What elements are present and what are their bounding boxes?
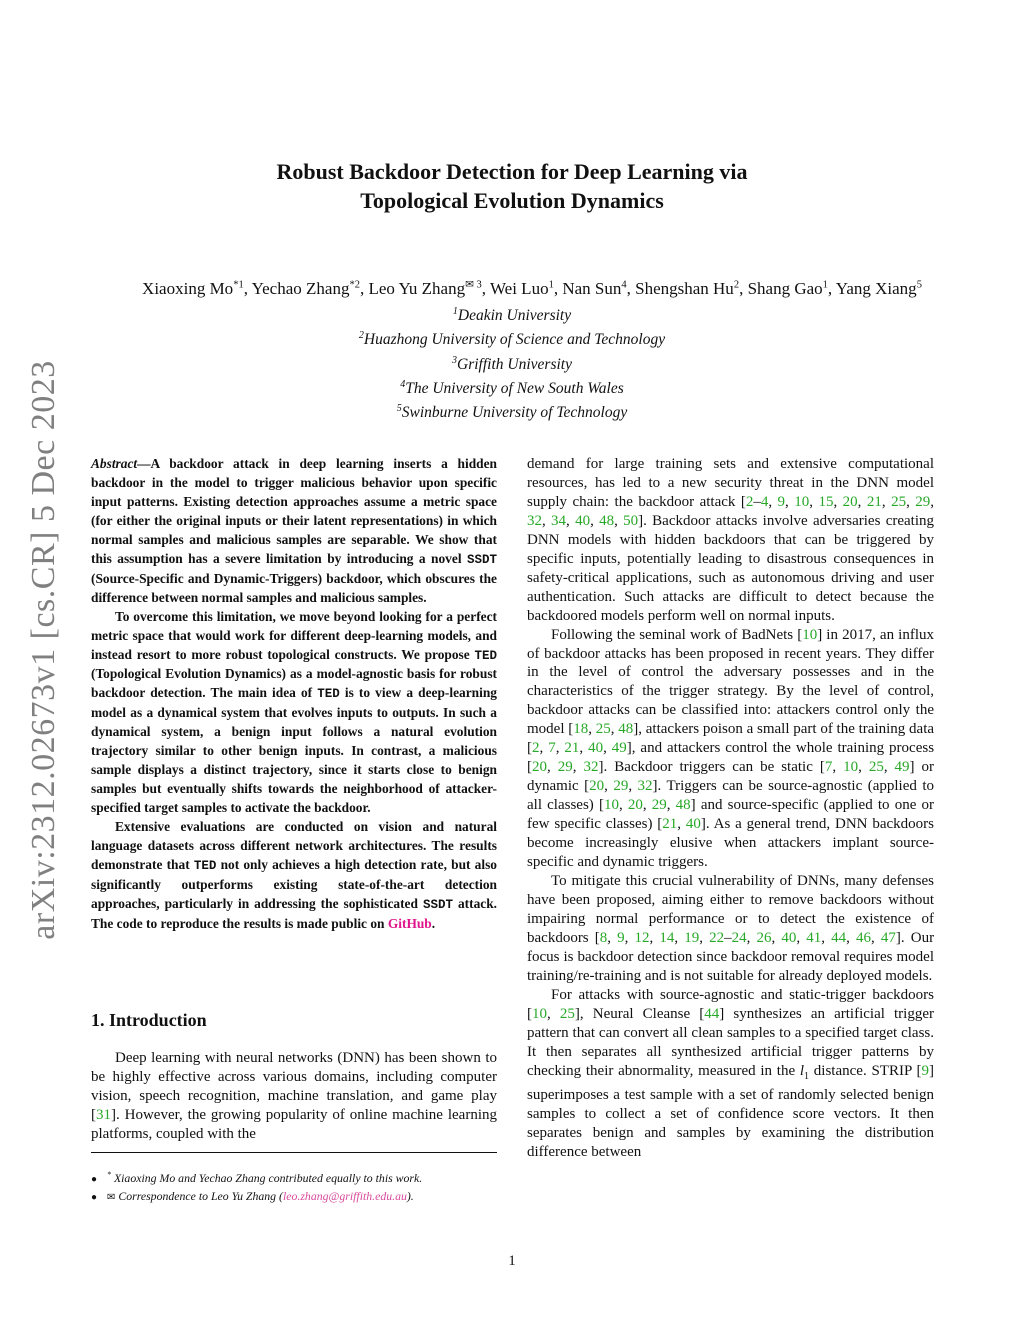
citation-link[interactable]: 48 — [618, 721, 634, 738]
citation-link[interactable]: 29 — [651, 797, 667, 814]
citation-link[interactable]: 2 — [532, 740, 540, 757]
citation-link[interactable]: 12 — [634, 929, 650, 946]
footnote-text: ). — [406, 1188, 414, 1203]
paper-title — [160, 157, 864, 215]
abstract-text: is to view a deep-learning model as a dynamical system that evolves inputs to outputs. In such a dynamical system, a benign input follows a natural evolution trajectory similar to other benign inputs. In contrast, a malicious sample displays a distinct trajectory, since it starts close to benign samples but eventually shifts towards the neighborhood of attacker-specified target samples to activate the backdoor. — [91, 685, 497, 816]
citation-link[interactable]: 10 — [794, 493, 810, 510]
citation-link[interactable]: 49 — [611, 740, 627, 757]
right-paragraph-2: Following the seminal work of BadNets [10] in 2017, an influx of backdoor attacks has been proposed in recent years. They differ in the level of control the adversary possesses and in the characteristics of the trigger strategy. By the level of control, backdoor attacks can be classified into: attackers control only the model [18, 25, 48], attackers poison a small part of the training data [2, 7, 21, 40, 49], and attackers control the whole training process [20, 29, 32]. Backdoor triggers can be static [7, 10, 25, 49] or dynamic [20, 29, 32]. Triggers can be source-agnostic (applied to all classes) [10, 20, 29, 48] and source-specific (applied to one or few specific classes) [21, 40]. As a general trend, DNN backdoors become increasingly elusive when attackers implant source-specific and dynamic triggers. — [527, 626, 935, 871]
ssdt-term: SSDT — [422, 897, 453, 912]
citation-link[interactable]: 24 — [731, 929, 747, 946]
citation-link[interactable]: 48 — [599, 512, 615, 529]
abstract-text: not only achieves a high detection rate, but also significantly outperforms existing state-of-the-art detection approaches, particularly in addressing the sophisticated — [91, 857, 497, 911]
abstract-paragraph-2 — [91, 608, 497, 818]
citation-link[interactable]: 21 — [662, 816, 678, 833]
citation-link[interactable]: 9 — [777, 493, 786, 510]
intro-text: Deep learning with neural networks (DNN) has been shown to be highly effective across various domains, including computer vision, speech recognition, machine translation, and game play [ — [91, 1050, 497, 1123]
arxiv-stamp-text: arXiv:2312.02673v1 [cs.CR] 5 Dec 2023 — [25, 360, 62, 940]
footnote-text: Correspondence to Leo Yu Zhang ( — [118, 1188, 283, 1203]
ted-term: TED — [317, 687, 340, 702]
affiliation-name: Deakin University — [457, 307, 572, 325]
author-affiliation-mark: *1 — [233, 279, 244, 290]
citation-link[interactable]: 44 — [704, 1005, 720, 1022]
right-paragraph-4: For attacks with source-agnostic and static-trigger backdoors [10, 25], Neural Cleanse [44] synthesizes an artificial trigger pattern that can convert all clean samples to a specified target class. It then separates all synthesized artificial trigger patterns by checking their abnormality, measured in the $l_1$ distance. STRIP [9] superimposes a test sample with a set of randomly selected benign samples to collect a set of confidence score vectors. It then separates benign and samples by examining the distribution difference between — [527, 986, 934, 1161]
citation-link[interactable]: 9 — [921, 1062, 929, 1079]
citation-link[interactable]: 29 — [557, 759, 573, 776]
author-affiliation-mark: 4 — [621, 279, 627, 290]
citation-link[interactable]: 9 — [617, 929, 625, 946]
citation-link[interactable]: 15 — [818, 493, 834, 510]
affiliation — [160, 351, 864, 375]
footnote-text: Xiaoxing Mo and Yechao Zhang contributed equally to this work. — [113, 1170, 423, 1185]
math-l1: $l_1$ — [799, 1062, 810, 1082]
citation-link[interactable]: 41 — [806, 929, 822, 946]
affiliation-name: Griffith University — [457, 355, 572, 373]
affiliation — [160, 375, 864, 399]
citation-link[interactable]: 20 — [589, 778, 605, 795]
affiliation-name: Swinburne University of Technology — [401, 404, 628, 422]
abstract-label: Abstract — [91, 456, 138, 471]
citation-link[interactable]: 10 — [802, 626, 818, 643]
title-line-2: Topological Evolution Dynamics — [360, 188, 664, 213]
affiliation-name: The University of New South Wales — [405, 380, 624, 398]
abstract-text: To overcome this limitation, we move beyond looking for a perfect metric space that would work for different deep-learning models, and instead resort to more robust topological constructs. We propose — [91, 608, 497, 662]
affiliation-number: 2 — [358, 330, 364, 342]
intro-paragraph — [91, 1049, 497, 1144]
author-name: Shengshan Hu — [635, 278, 734, 298]
abstract-paragraph-3 — [91, 818, 497, 934]
citation-link[interactable]: 50 — [623, 512, 639, 529]
citation-link[interactable]: 31 — [96, 1107, 111, 1123]
citation-link[interactable]: 10 — [603, 797, 619, 814]
citation-link[interactable]: 7 — [548, 740, 556, 757]
citation-link[interactable]: 47 — [880, 929, 896, 946]
citation-link[interactable]: 20 — [627, 797, 643, 814]
citation-link[interactable]: 22 — [709, 929, 725, 946]
github-link[interactable]: GitHub — [387, 915, 432, 931]
abstract — [91, 455, 497, 934]
author-affiliation-mark: 1 — [822, 279, 828, 290]
citation-link[interactable]: 32 — [583, 759, 599, 776]
title-line-1: Robust Backdoor Detection for Deep Learning via — [276, 159, 748, 184]
citation-link[interactable]: 20 — [532, 759, 547, 776]
citation-link[interactable]: 18 — [573, 721, 589, 738]
affiliation-list — [160, 302, 864, 424]
footnotes — [91, 1166, 501, 1206]
intro-text: ]. However, the growing popularity of online machine learning platforms, coupled with the — [91, 1107, 497, 1142]
abstract-text: (Topological Evolution Dynamics) as a model-agnostic basis for robust backdoor detection. The main idea of — [91, 666, 497, 701]
abstract-text: (Source-Specific and Dynamic-Triggers) backdoor, which obscures the difference between normal samples and malicious samples. — [91, 570, 497, 605]
right-paragraph-1: demand for large training sets and extensive computational resources, has led to a new security threat in the DNN model supply chain: the backdoor attack [2–4, 9, 10, 15, 20, 21, 25, 29, 32, 34, 40, 48, 50]. Backdoor attacks involve adversaries creating DNN models with hidden backdoors that can be triggered by specific inputs, potentially leading to disastrous consequences in safety-critical applications, such as autonomous driving and user authentication. Such attacks are difficult to detect because the backdoored models perform well on normal inputs. — [527, 456, 935, 624]
author-affiliation-mark: 5 — [916, 279, 922, 290]
intro-left-column — [91, 1049, 497, 1144]
bullet-icon: ● — [91, 1191, 98, 1203]
citation-link[interactable]: 8 — [599, 929, 608, 946]
citation-link[interactable]: 10 — [843, 759, 859, 776]
footnote-1 — [91, 1166, 501, 1188]
citation-link[interactable]: 20 — [842, 493, 858, 510]
citation-link[interactable]: 25 — [868, 759, 884, 776]
citation-link[interactable]: 7 — [824, 759, 833, 776]
citation-link[interactable]: 25 — [891, 493, 907, 510]
citation-link[interactable]: 4 — [760, 493, 769, 510]
citation-link[interactable]: 25 — [595, 721, 611, 738]
citation-link[interactable]: 34 — [551, 512, 567, 529]
author-name: Leo Yu Zhang — [368, 278, 466, 298]
affiliation-number: 4 — [400, 379, 406, 391]
footnote-mark: * — [107, 1170, 111, 1179]
author-name: Xiaoxing Mo — [142, 278, 234, 298]
page-number: 1 — [508, 1253, 516, 1269]
citation-link[interactable]: 10 — [532, 1005, 547, 1022]
citation-link[interactable]: 40 — [588, 740, 604, 757]
author-name: Nan Sun — [562, 278, 622, 298]
email-link[interactable]: leo.zhang@griffith.edu.au — [282, 1188, 407, 1203]
citation-link[interactable]: 48 — [675, 797, 691, 814]
author-name: Shang Gao — [747, 278, 823, 298]
affiliation-number: 1 — [452, 306, 458, 317]
abstract-text: Extensive evaluations are conducted on vision and natural language datasets across different network architectures. The results demonstrate that — [91, 819, 497, 873]
citation-link[interactable]: 40 — [685, 816, 701, 833]
citation-link[interactable]: 26 — [756, 929, 772, 946]
author-affiliation-mark: ✉ 3 — [465, 279, 482, 290]
bullet-icon: ● — [91, 1173, 98, 1185]
citation-link[interactable]: 32 — [637, 778, 653, 795]
author-affiliation-mark: 1 — [548, 279, 554, 290]
affiliation — [160, 326, 864, 350]
affiliation-number: 3 — [452, 354, 458, 366]
abstract-text: attack. The code to reproduce the results is made public on — [91, 895, 497, 931]
footnote-2 — [91, 1188, 501, 1206]
affiliation-name: Huazhong University of Science and Technology — [363, 331, 666, 349]
abstract-text: —A backdoor attack in deep learning inserts a hidden backdoor in the model to trigger malicious behavior upon specific input patterns. Existing detection approaches assume a metric space (for either the original inputs or their latent representations) in which normal samples and malicious samples are separable. We show that this assumption has a severe limitation by introducing a novel — [91, 456, 497, 566]
arxiv-stamp — [18, 340, 70, 960]
section-heading-introduction: 1. Introduction — [91, 1010, 207, 1030]
citation-link[interactable]: 29 — [915, 493, 931, 510]
right-paragraph-3: To mitigate this crucial vulnerability of DNNs, many defenses have been proposed, aiming either to remove backdoors without impairing normal performance or to detect the existence of backdoors [8, 9, 12, 14, 19, 22–24, 26, 40, 41, 44, 46, 47]. Our focus is backdoor detection since backdoor removal requires model training/re-training and is not suitable for already deployed models. — [527, 872, 935, 984]
abstract-paragraph-1 — [91, 455, 497, 608]
author-name: Yang Xiang — [835, 278, 917, 298]
affiliation — [160, 399, 864, 423]
citation-link[interactable]: 40 — [575, 512, 591, 529]
envelope-icon: ✉ — [107, 1191, 116, 1203]
author-name: Wei Luo — [489, 278, 549, 298]
ted-term: TED — [474, 648, 497, 663]
author-affiliation-mark: *2 — [349, 279, 360, 290]
citation-link[interactable]: 19 — [684, 929, 700, 946]
citation-link[interactable]: 25 — [559, 1005, 575, 1022]
footnote-rule — [91, 1152, 497, 1153]
citation-link[interactable]: 21 — [866, 493, 882, 510]
author-affiliation-mark: 2 — [733, 279, 740, 290]
citation-link[interactable]: 32 — [527, 512, 542, 529]
citation-link[interactable]: 29 — [613, 778, 629, 795]
author-list: Xiaoxing Mo$^{*1}$, Yechao Zhang$^{*2}$, Leo Yu Zhang$^{✉ 3}$, Wei Luo$^1$, Nan Sun$^4$, Shengshan Hu$^2$, Shang Gao$^1$, Yang Xiang$^5$ — [142, 278, 922, 298]
citation-link[interactable]: 14 — [659, 929, 675, 946]
citation-link[interactable]: 46 — [856, 929, 872, 946]
author-name: Yechao Zhang — [251, 278, 350, 298]
citation-link[interactable]: 40 — [781, 929, 797, 946]
citation-link[interactable]: 44 — [831, 929, 847, 946]
ssdt-term: SSDT — [466, 552, 497, 567]
abstract-text: . — [431, 915, 436, 931]
citation-link[interactable]: 21 — [564, 740, 580, 757]
citation-link[interactable]: 49 — [894, 759, 910, 776]
intro-right-column — [527, 455, 934, 1162]
affiliation-number: 5 — [396, 403, 402, 415]
citation-link[interactable]: 2 — [745, 493, 754, 510]
ted-term: TED — [193, 859, 217, 874]
affiliation — [160, 302, 864, 326]
